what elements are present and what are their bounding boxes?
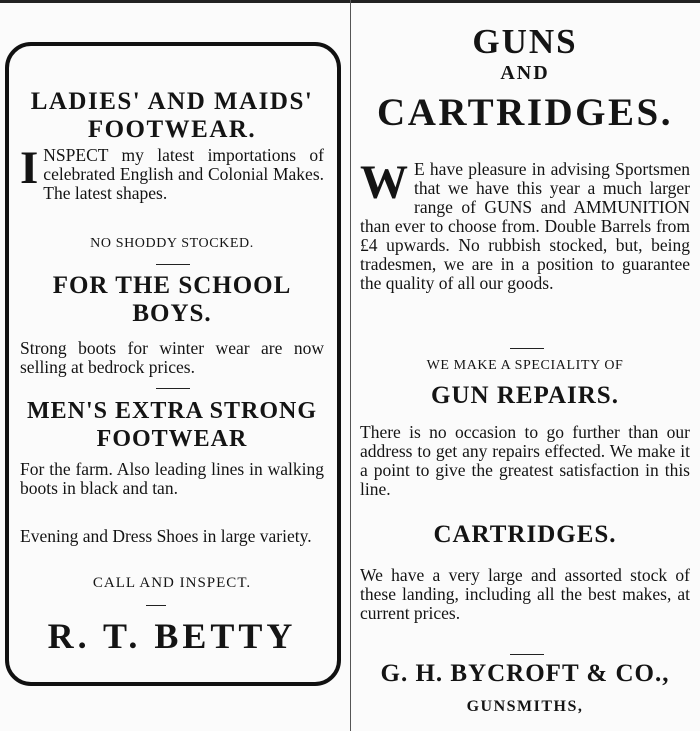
cartridges-title: CARTRIDGES. xyxy=(377,91,673,134)
gun-repairs-heading: GUN REPAIRS. xyxy=(431,382,619,409)
cartridges-text: We have a very large and assorted stock of these landing, including all the best makes, at current prices. xyxy=(360,565,690,623)
divider xyxy=(156,264,190,265)
sportsmen-paragraph xyxy=(360,156,690,293)
inspect-text: NSPECT my latest importations of celebrated English and Colonial Makes. The latest shapes. xyxy=(43,145,324,203)
bycroft-merchant-name: G. H. BYCROFT & CO., xyxy=(380,660,670,687)
call-and-inspect: CALL AND INSPECT. xyxy=(92,575,252,591)
gunsmiths-label: GUNSMITHS, xyxy=(466,698,584,715)
divider xyxy=(146,605,166,606)
column-rule xyxy=(350,0,351,731)
merchant-name: R. T. BETTY xyxy=(47,616,297,656)
school-boys-text: Strong boots for winter wear are now selling at bedrock prices. xyxy=(20,338,324,377)
evening-shoes-text: Evening and Dress Shoes in large variety. xyxy=(20,526,312,546)
drop-cap: I xyxy=(20,142,39,194)
and-title: AND xyxy=(500,62,550,84)
repairs-text: There is no occasion to go further than our address to get any repairs effected. We make it a point to give the greatest satisfaction in this line. xyxy=(360,422,690,499)
farm-boots-text: For the farm. Also leading lines in walking boots in black and tan. xyxy=(20,459,324,498)
divider xyxy=(156,388,190,389)
no-shoddy-note: NO SHODDY STOCKED. xyxy=(90,236,254,251)
divider xyxy=(510,654,544,655)
mens-footwear-heading: MEN'S EXTRA STRONG FOOTWEAR xyxy=(26,398,318,452)
speciality-note: WE MAKE A SPECIALITY OF xyxy=(426,358,624,373)
guns-title: GUNS xyxy=(472,22,578,61)
ladies-footwear-heading: LADIES' AND MAIDS' FOOTWEAR. xyxy=(30,88,314,143)
school-boys-heading: FOR THE SCHOOL BOYS. xyxy=(52,272,292,327)
divider xyxy=(510,348,544,349)
inspect-paragraph xyxy=(20,142,324,203)
drop-cap: W xyxy=(360,156,408,209)
cartridges-heading: CARTRIDGES. xyxy=(433,521,617,548)
sportsmen-text: E have pleasure in advising Sportsmen that we have this year a much larger range of GUNS and AMMUNITION than ever to choose from. Double Barrels from £4 upwards. No rubbish stocked, but, being tradesmen, we are in a position to guarantee the quality of all our goods. xyxy=(360,159,690,293)
